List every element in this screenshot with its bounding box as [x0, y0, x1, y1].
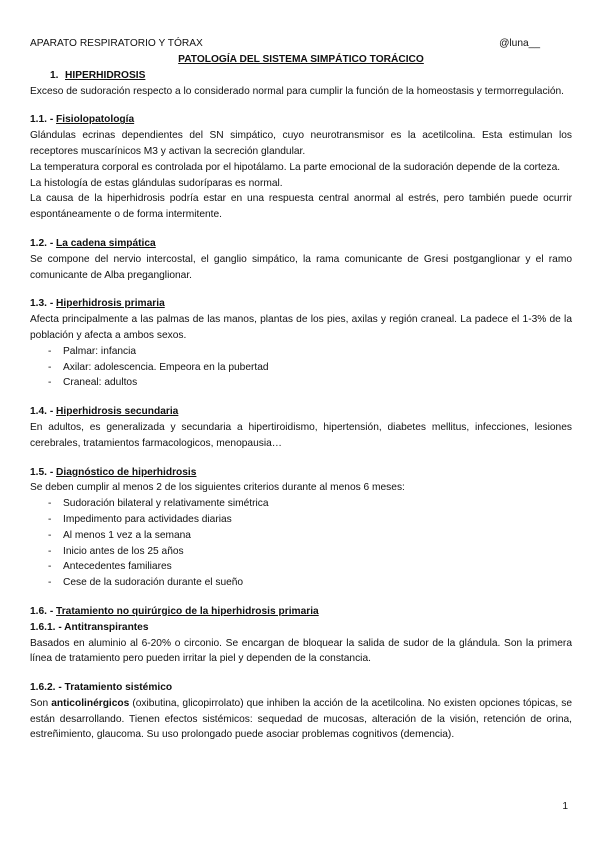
paragraph: La temperatura corporal es controlada por el hipotálamo. La parte emocional de la sudoración depende de la corteza. [30, 161, 561, 173]
section-1-6-2-heading [30, 680, 572, 696]
section-1-3-heading [30, 296, 572, 312]
section-1-6-heading [30, 604, 572, 620]
section-title: La cadena simpática [56, 237, 156, 249]
text-run: Son [30, 697, 52, 709]
section-title: HIPERHIDROSIS [65, 69, 146, 81]
section-number: 1.1. - [30, 114, 57, 126]
list-item: - Al menos 1 vez a la semana [30, 528, 572, 544]
section-title: Antitranspirantes [64, 621, 149, 633]
section-number: 1.6.1. - [30, 621, 65, 633]
section-1-2-heading [30, 236, 572, 252]
paragraph: Se compone del nervio intercostal, el ganglio simpático, la rama comunicante de Gresi postganglionar y el ramo comunicante de Alba preganglionar. [30, 253, 572, 281]
document-title: PATOLOGÍA DEL SISTEMA SIMPÁTICO TORÁCICO [178, 54, 424, 65]
paragraph: La histología de estas glándulas sudoríparas es normal. [30, 177, 283, 189]
list-item: - Inicio antes de los 25 años [30, 544, 572, 560]
paragraph: Glándulas ecrinas dependientes del SN simpático, cuyo neurotransmisor es la acetilcolina. Esta estimulan los receptores muscarínicos M3 y activan la secreción glandular. [30, 130, 572, 157]
section-1-1-heading [30, 112, 572, 128]
list-item: - Impedimento para actividades diarias [30, 512, 572, 528]
list-item: - Sudoración bilateral y relativamente simétrica [30, 496, 572, 512]
section-number: 1.4. - [30, 406, 57, 418]
list-item: - Cese de la sudoración durante el sueño [30, 575, 572, 591]
section-title: Tratamiento sistémico [64, 682, 173, 694]
list-item: - Craneal: adultos [30, 375, 572, 391]
header-right: @luna__ [499, 38, 540, 49]
section-title: Fisiolopatología [56, 114, 135, 126]
section-title: Hiperhidrosis primaria [56, 298, 165, 310]
list-item: - Antecedentes familiares [30, 559, 572, 575]
document-body [30, 36, 572, 743]
page-number: 1 [562, 801, 568, 812]
paragraph: Afecta principalmente a las palmas de las manos, plantas de los pies, axilas y región craneal. La padece el 1-3% de la población y afecta a ambos sexos. [30, 314, 572, 341]
list-item: - Palmar: infancia [30, 344, 572, 360]
paragraph: En adultos, es generalizada y secundaria a hipertiroidismo, hipertensión, diabetes mellitus, infecciones, lesiones cerebrales, tratamientos farmacologicos, menopausia… [30, 421, 572, 449]
section-1-heading [50, 68, 572, 84]
section-number: 1.6.2. - [30, 682, 65, 694]
section-number: 1.5. - [30, 466, 57, 478]
section-number: 1. [50, 69, 59, 81]
section-number: 1.6. - [30, 605, 57, 617]
bullet-list [30, 344, 572, 391]
header-left: APARATO RESPIRATORIO Y TÓRAX [30, 38, 203, 49]
paragraph [30, 696, 572, 743]
list-item: - Axilar: adolescencia. Empeora en la pubertad [30, 360, 572, 376]
section-1-4-heading [30, 404, 572, 420]
paragraph: Se deben cumplir al menos 2 de los siguientes criterios durante al menos 6 meses: [30, 482, 405, 494]
section-title: Tratamiento no quirúrgico de la hiperhidrosis primaria [56, 605, 319, 617]
paragraph: Basados en aluminio al 6-20% o circonio. Se encargan de bloquear la salida de sudor de la glándula. Son la primera línea de tratamiento pero pueden irritar la piel y dependen de la constancia. [30, 637, 572, 665]
section-1-5-heading [30, 465, 572, 481]
text-run: (oxibutina, glicopirrolato) que inhiben la acción de la acetilcolina. No existen opciones tópicas, se están desarrollando. Tienen efectos sistémicos: sequedad de mucosas, alteración de la visión, retención de orina, estreñimiento, glaucoma. Su uso prolongado puede asociar problemas cognitivos (demencia). [30, 697, 572, 741]
section-number: 1.3. - [30, 298, 57, 310]
bold-term: anticolinérgicos [51, 697, 130, 709]
paragraph: Exceso de sudoración respecto a lo considerado normal para cumplir la función de la homeostasis y termorregulación. [30, 85, 564, 97]
section-1-6-1-heading [30, 620, 572, 636]
paragraph: La causa de la hiperhidrosis podría estar en una respuesta central anormal al estrés, pero también puede ocurrir espontáneamente o de forma intermitente. [30, 193, 572, 221]
section-title: Hiperhidrosis secundaria [56, 406, 179, 418]
section-number: 1.2. - [30, 237, 57, 249]
bullet-list [30, 496, 572, 591]
section-title: Diagnóstico de hiperhidrosis [56, 466, 197, 478]
